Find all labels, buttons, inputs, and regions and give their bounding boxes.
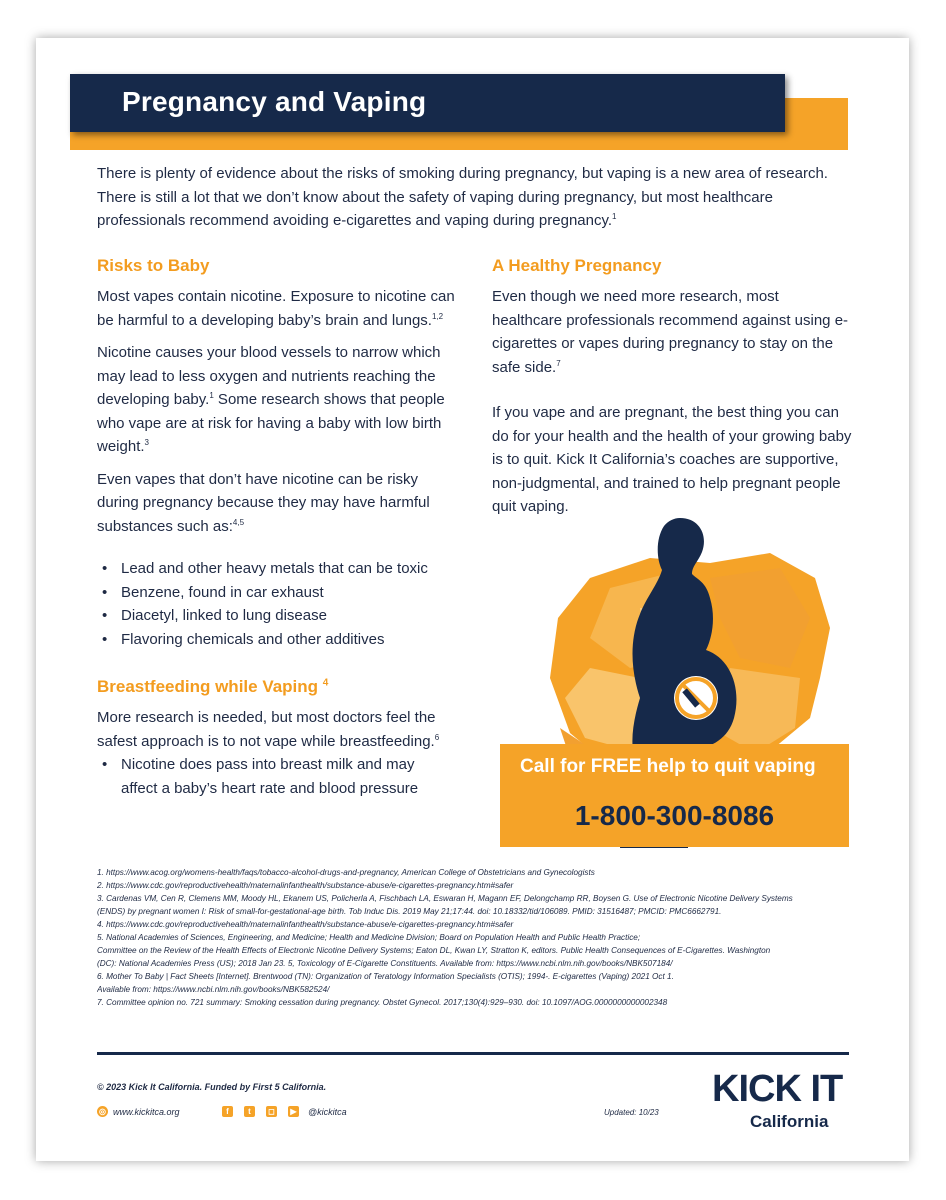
breastfeeding-paragraph [97, 706, 462, 753]
footnote-ref: 3 [144, 438, 149, 447]
list-item: • Flavoring chemicals and other additives [97, 628, 457, 652]
footnote-ref: 1 [209, 391, 214, 400]
reference-item: Available from: https://www.ncbi.nlm.nih.gov/books/NBK582524/ [97, 985, 330, 994]
logo-subtitle: California [750, 1112, 829, 1131]
risks-paragraph-3 [97, 468, 457, 539]
healthy-pregnancy-heading: A Healthy Pregnancy [492, 256, 662, 275]
reference-item: (ENDS) by pregnant women I: Risk of small-for-gestational-age birth. Tob Induc Dis. 2019 May 21;17:44. doi: 10.18332/tid/106089. PMID: 31516487; PMCID: PMC6662791. [97, 907, 722, 916]
risks-body [97, 285, 457, 538]
breastfeeding-list [97, 753, 442, 800]
risks-paragraph-1 [97, 285, 457, 332]
twitter-icon[interactable]: t [244, 1106, 255, 1117]
reference-item: (DC): National Academies Press (US); 2018 Jan 23. 5, Toxicology of E-Cigarette Constituents. Available from: https://www.ncbi.nlm.nih.gov/books/NBK507184/ [97, 959, 673, 968]
cta-headline: Call for FREE help to quit vaping [520, 756, 816, 777]
intro-text: There is plenty of evidence about the risks of smoking during pregnancy, but vaping is a new area of research. There is still a lot that we don’t know about the safety of vaping during pregnancy, but most healthcare professionals recommend avoiding e-cigarettes and vaping during pregnancy. [97, 165, 828, 229]
healthy-paragraph-2: If you vape and are pregnant, the best thing you can do for your health and the health of your growing baby is to quit. Kick It California’s coaches are supportive, non-judgmental, and trained to help pregnant people quit vaping. [492, 404, 852, 515]
intro-paragraph [97, 162, 857, 233]
youtube-icon[interactable]: ▶ [288, 1106, 299, 1117]
logo-wordmark: KICK IT [712, 1068, 843, 1110]
healthy-body [492, 285, 852, 519]
reference-item: 7. Committee opinion no. 721 summary: Smoking cessation during pregnancy. Obstet Gynecol. 2017;130(4):929–930. doi: 10.1097/AOG.0000000000002348 [97, 998, 668, 1007]
title-banner [70, 74, 785, 132]
harmful-substances-list [97, 557, 457, 651]
social-handle[interactable]: @kickitca [308, 1107, 347, 1117]
facebook-icon[interactable]: f [222, 1106, 233, 1117]
footer-divider [97, 1052, 849, 1055]
healthy-paragraph-1 [492, 285, 852, 379]
list-item: • Diacetyl, linked to lung disease [97, 604, 457, 628]
reference-item: Committee on the Review of the Health Effects of Electronic Nicotine Delivery Systems; Eaton DL, Kwan LY, Stratton K, editors. Public Health Consequences of E-Cigarettes. Washington [97, 946, 771, 955]
healthy-p1-text: Even though we need more research, most healthcare professionals recommend against using e-cigarettes or vapes during pregnancy to stay on the safe side. [492, 288, 849, 376]
globe-icon: ◎ [97, 1106, 108, 1117]
quitline-phone-number[interactable]: 1-800-300-8086 [574, 800, 775, 831]
footnote-ref: 4 [322, 677, 329, 689]
risks-p2a-text: Nicotine causes your blood vessels to narrow which may lead to less oxygen and nutrients reaching the developing baby. [97, 344, 441, 408]
footnote-ref: 4,5 [232, 517, 245, 527]
footnote-ref: 1 [612, 212, 617, 221]
no-vaping-icon [674, 676, 718, 720]
call-to-action-box [500, 744, 849, 847]
reference-item: 1. https://www.acog.org/womens-health/faqs/tobacco-alcohol-drugs-and-pregnancy, American College of Obstetricians and Gynecologists [97, 868, 595, 877]
risks-p1-text: Most vapes contain nicotine. Exposure to nicotine can be harmful to a developing baby’s brain and lungs. [97, 288, 455, 329]
list-item: • Lead and other heavy metals that can be toxic [97, 557, 457, 581]
reference-item: 2. https://www.cdc.gov/reproductivehealth/maternalinfanthealth/substance-abuse/e-cigarettes-pregnancy.htm#safer [97, 881, 514, 890]
instagram-icon[interactable]: ◻ [266, 1106, 277, 1117]
list-item: • Benzene, found in car exhaust [97, 581, 457, 605]
reference-item: 3. Cardenas VM, Cen R, Clemens MM, Moody HL, Ekanem US, Policherla A, Fischbach LA, Eswaran H, Magann EF, Delongchamp RR, Boysen G. Use of Electronic Nicotine Delivery Systems [97, 894, 793, 903]
footnote-ref: 6 [434, 732, 440, 742]
breastfeeding-heading [97, 677, 328, 697]
footnote-ref: 7 [556, 358, 561, 368]
risks-paragraph-2 [97, 341, 457, 459]
reference-item: 4. https://www.cdc.gov/reproductivehealth/maternalinfanthealth/substance-abuse/e-cigarettes-pregnancy.htm#safer [97, 920, 514, 929]
reference-item: 5. National Academies of Sciences, Engineering, and Medicine; Health and Medicine Division; Board on Population Health and Public Health Practice; [97, 933, 641, 942]
risks-heading: Risks to Baby [97, 256, 210, 275]
breastfeeding-heading-text: Breastfeeding while Vaping [97, 677, 319, 696]
footnote-ref: 1,2 [431, 311, 444, 321]
copyright-text: © 2023 Kick It California. Funded by First 5 California. [97, 1082, 327, 1092]
kick-it-california-logo [712, 1068, 847, 1134]
website-link[interactable]: www.kickitca.org [113, 1107, 180, 1117]
page-title: Pregnancy and Vaping [122, 86, 427, 117]
references-list [97, 866, 857, 1009]
breastfeeding-p1-text: More research is needed, but most doctors feel the safest approach is to not vape while breastfeeding. [97, 709, 436, 750]
list-item: • Nicotine does pass into breast milk and may affect a baby’s heart rate and blood pressure [97, 753, 442, 800]
reference-item: 6. Mother To Baby | Fact Sheets [Internet]. Brentwood (TN): Organization of Teratology Information Specialists (OTIS); 1994-. E-cigarettes (Vaping) 2021 Oct 1. [97, 972, 674, 981]
updated-date: Updated: 10/23 [604, 1108, 659, 1117]
risks-p2b-text: Some research shows that people who vape are at risk for having a baby with low birth weight. [97, 391, 445, 455]
risks-p3-text: Even vapes that don’t have nicotine can be risky during pregnancy because they may have harmful substances such as: [97, 470, 430, 535]
